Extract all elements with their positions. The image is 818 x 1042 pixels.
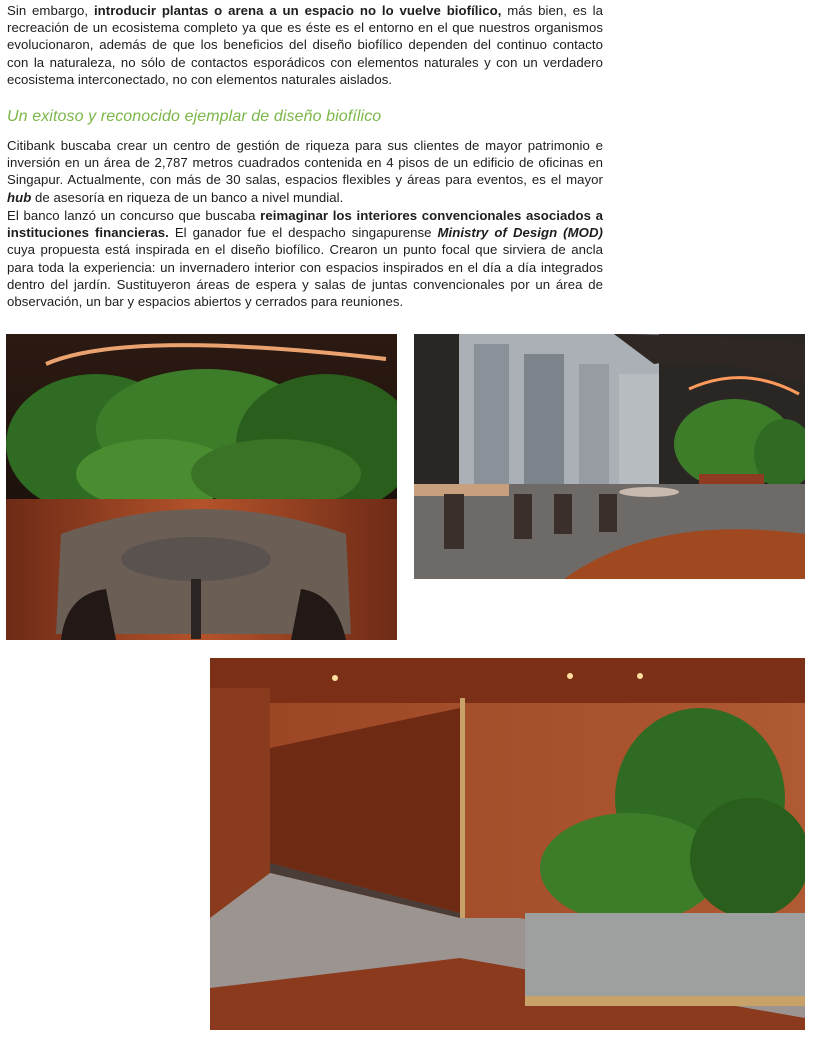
p2-text-2: de asesoría en riqueza de un banco a nivel mundial.: [31, 189, 344, 205]
p2-text-1: Citibank buscaba crear un centro de gestión de riqueza para sus clientes de mayor patrimonio e inversión en un área de 2,787 metros cuadrados contenida en 4 pisos de un edificio de oficinas en Singapur. Actualmente, con más de 30 salas, espacios flexibles y áreas para eventos, es el mayor: [7, 138, 603, 188]
booth-photo: [6, 334, 397, 640]
p3-mod: Ministry of Design (MOD): [437, 225, 603, 241]
corridor-photo: [210, 658, 805, 1030]
lounge-photo: [414, 334, 805, 579]
p3-text-2: El ganador fue el despacho singapurense: [168, 225, 438, 241]
citibank-paragraph: [7, 137, 603, 206]
intro-paragraph: [7, 2, 603, 88]
p2-hub: hub: [7, 189, 32, 205]
section-heading: Un exitoso y reconocido ejemplar de diseño biofílico: [7, 108, 382, 125]
intro-bold: introducir plantas o arena a un espacio no lo vuelve biofílico,: [93, 3, 502, 18]
intro-text-2: más bien, es la recreación de un ecosistema completo ya que es éste es el entorno en el que nuestros organismos evolucionaron, además de que los beneficios del diseño biofílico dependen del continuo contacto con la naturaleza, no sólo de contactos esporádicos con elementos naturales y con un verdadero ecosistema interconectado, no con elementos naturales aislados.: [7, 3, 603, 87]
contest-paragraph: [7, 207, 603, 310]
p3-bold: reimaginar los interiores convencionales asociados a instituciones financieras.: [7, 208, 603, 241]
intro-text-1: Sin embargo,: [7, 3, 94, 18]
p3-text-1: El banco lanzó un concurso que buscaba: [7, 208, 261, 223]
p3-text-3: cuya propuesta está inspirada en el diseño biofílico. Crearon un punto focal que sirviera de ancla para toda la experiencia: un invernadero interior con espacios inspirados en el día a día integrados dentro del jardín. Sustituyeron áreas de espera y salas de juntas convencionales por un área de observación, un bar y espacios abiertos y cerrados para reuniones.: [7, 242, 603, 310]
